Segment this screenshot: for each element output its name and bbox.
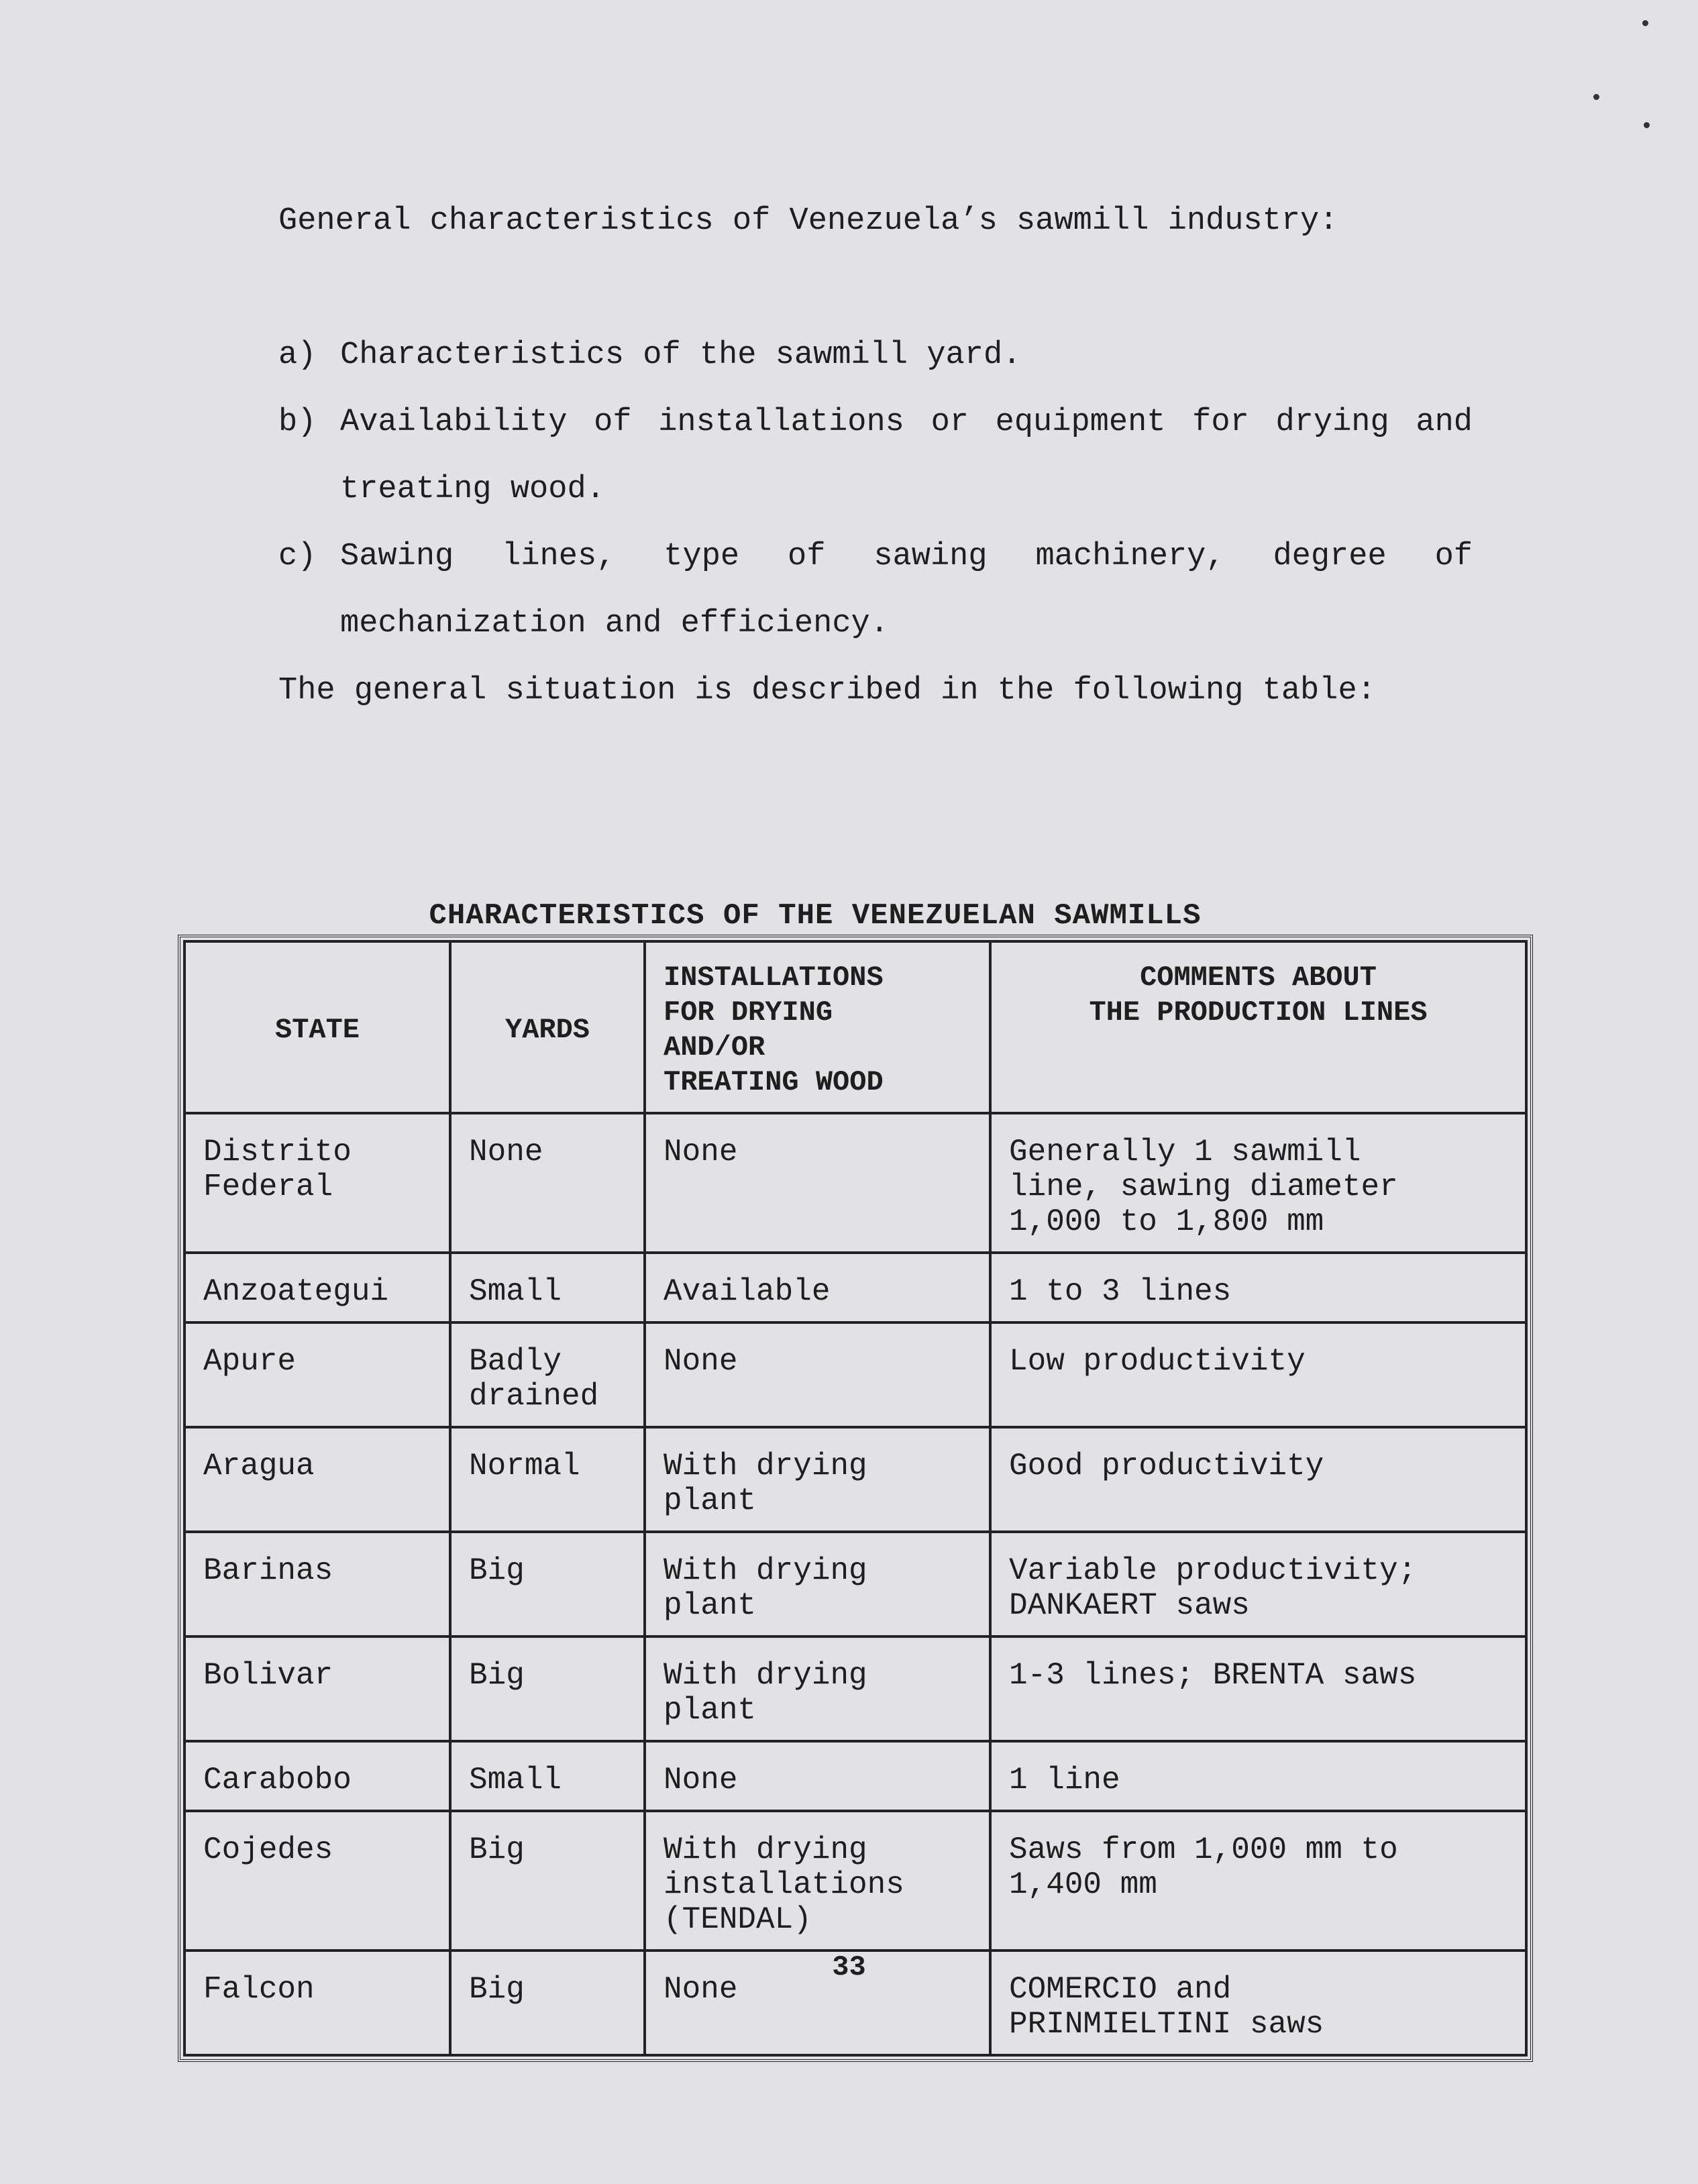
cell-yards: Normal (450, 1427, 645, 1532)
header-state: STATE (184, 941, 450, 1113)
cell-installations: With drying plant (645, 1532, 990, 1636)
cell-installations: With drying plant (645, 1427, 990, 1532)
cell-state: Falcon (184, 1951, 450, 2055)
list-item-text: Sawing lines, type of sawing machinery, degree of mechanization and efficiency. (340, 539, 1473, 641)
cell-yards: Big (450, 1811, 645, 1951)
cell-state: Cojedes (184, 1811, 450, 1951)
list-marker: b) (278, 405, 317, 440)
cell-state: Carabobo (184, 1741, 450, 1811)
cell-installations: With drying plant (645, 1636, 990, 1741)
cell-yards: Badly drained (450, 1322, 645, 1427)
list-marker: a) (278, 337, 317, 373)
intro-section (278, 188, 1473, 725)
cell-comments: COMERCIO and PRINMIELTINI saws (990, 1951, 1526, 2055)
cell-yards: Big (450, 1951, 645, 2055)
cell-installations: Available (645, 1253, 990, 1322)
cell-state: Anzoategui (184, 1253, 450, 1322)
list-item-text: Availability of installations or equipment for drying and treating wood. (340, 405, 1473, 507)
cell-installations: With drying installations (TENDAL) (645, 1811, 990, 1951)
cell-comments: 1-3 lines; BRENTA saws (990, 1636, 1526, 1741)
cell-state: Aragua (184, 1427, 450, 1532)
header-installations: INSTALLATIONS FOR DRYING AND/OR TREATING WOOD (645, 941, 990, 1113)
characteristics-list (278, 322, 1473, 658)
cell-yards: Small (450, 1253, 645, 1322)
table-row (184, 1811, 1526, 1951)
table-header-row (184, 941, 1526, 1113)
table-row (184, 1636, 1526, 1741)
cell-yards: None (450, 1113, 645, 1253)
scan-speck (1642, 20, 1648, 26)
sawmill-table (183, 940, 1528, 2057)
cell-yards: Big (450, 1532, 645, 1636)
cell-installations: None (645, 1322, 990, 1427)
cell-state: Distrito Federal (184, 1113, 450, 1253)
intro-heading: General characteristics of Venezuela’s sawmill industry: (278, 203, 1338, 239)
table-row (184, 1322, 1526, 1427)
cell-comments: 1 line (990, 1741, 1526, 1811)
header-comments: COMMENTS ABOUT THE PRODUCTION LINES (990, 941, 1526, 1113)
cell-comments: Saws from 1,000 mm to 1,400 mm (990, 1811, 1526, 1951)
table-row (184, 1532, 1526, 1636)
list-item-text: Characteristics of the sawmill yard. (340, 337, 1022, 373)
scan-speck (1644, 122, 1650, 128)
scan-speck (1593, 94, 1599, 100)
cell-installations: None (645, 1113, 990, 1253)
table-row (184, 1427, 1526, 1532)
cell-comments: Variable productivity; DANKAERT saws (990, 1532, 1526, 1636)
cell-installations: None (645, 1741, 990, 1811)
cell-comments: Good productivity (990, 1427, 1526, 1532)
list-marker: c) (278, 539, 317, 574)
table-row (184, 1253, 1526, 1322)
header-yards: YARDS (450, 941, 645, 1113)
cell-state: Apure (184, 1322, 450, 1427)
page-number: 33 (832, 1951, 866, 1983)
table-title: CHARACTERISTICS OF THE VENEZUELAN SAWMILLS (429, 899, 1202, 933)
table-row (184, 1741, 1526, 1811)
cell-state: Bolivar (184, 1636, 450, 1741)
cell-yards: Small (450, 1741, 645, 1811)
cell-yards: Big (450, 1636, 645, 1741)
cell-installations: None (645, 1951, 990, 2055)
cell-comments: Generally 1 sawmill line, sawing diameter 1,000 to 1,800 mm (990, 1113, 1526, 1253)
table-intro-sentence: The general situation is described in the following table: (278, 673, 1376, 709)
sawmill-table-frame (178, 935, 1533, 2062)
list-item (278, 389, 1473, 523)
list-item (278, 322, 1473, 389)
table-row (184, 1113, 1526, 1253)
cell-state: Barinas (184, 1532, 450, 1636)
list-item (278, 523, 1473, 658)
cell-comments: Low productivity (990, 1322, 1526, 1427)
cell-comments: 1 to 3 lines (990, 1253, 1526, 1322)
